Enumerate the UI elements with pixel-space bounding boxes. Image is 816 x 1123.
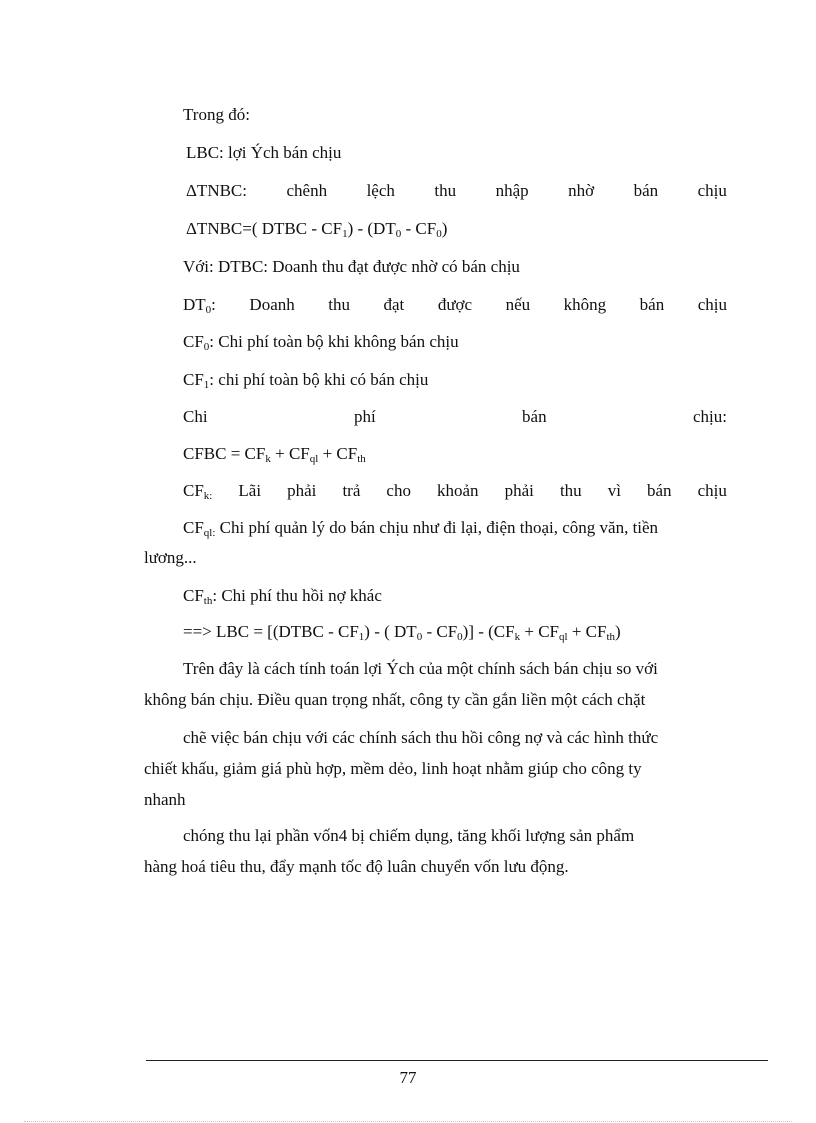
- page-number: 77: [399, 1068, 417, 1087]
- word: Chi: [183, 407, 208, 426]
- word: nhờ: [568, 181, 595, 200]
- text-line: $CF_{th}$: Chi phí thu hồi nợ khác: [183, 586, 382, 607]
- text-line: hàng hoá tiêu thu, đẩy mạnh tốc độ luân chuyển vốn lưu động.: [144, 857, 569, 876]
- text-line: LBC: lợi Ých bán chịu: [186, 143, 342, 162]
- text-line: [183, 294, 727, 316]
- word: đạt: [383, 295, 405, 314]
- word: phải: [504, 481, 534, 500]
- word: chịu: [697, 481, 727, 500]
- word: bán: [639, 295, 665, 314]
- word: thu: [328, 295, 350, 314]
- text-line: nhanh: [144, 790, 186, 809]
- word: bán: [633, 181, 659, 200]
- text-line: $CF_0$: Chi phí toàn bộ khi không bán chịu: [183, 332, 459, 353]
- word: Lãi: [238, 481, 262, 500]
- text-line: [186, 180, 727, 202]
- text-line: Trong đó:: [183, 105, 250, 124]
- word: cho: [386, 481, 411, 500]
- text-line: không bán chịu. Điều quan trọng nhất, công ty cần gắn liền một cách chặt: [144, 690, 646, 709]
- formula-line: CFBC = $CF_k + CF_{ql} + CF_{th}$: [183, 444, 366, 465]
- word: nếu: [505, 295, 531, 314]
- text-line: $CF_1$: chi phí toàn bộ khi có bán chịu: [183, 370, 429, 391]
- text-line: Trên đây là cách tính toán lợi Ých của một chính sách bán chịu so với: [183, 659, 658, 678]
- word: $DT_0$:: [183, 295, 216, 316]
- word: chịu:: [692, 407, 727, 426]
- word: phải: [287, 481, 317, 500]
- word: vì: [607, 481, 621, 500]
- word: chịu: [697, 295, 727, 314]
- text-line: $CF_{ql:}$ Chi phí quản lý do bán chịu như đi lại, điện thoại, công văn, tiền: [183, 518, 659, 539]
- word: không: [563, 295, 607, 314]
- footer-rule: [146, 1060, 768, 1061]
- word: bán: [647, 481, 672, 500]
- text-line: chóng thu lại phần vốn4 bị chiếm dụng, tăng khối lượng sản phẩm: [183, 826, 635, 845]
- word: thu: [559, 481, 582, 500]
- text-line: [183, 406, 727, 428]
- word: nhập: [495, 181, 529, 200]
- word: được: [437, 295, 473, 314]
- word: Doanh: [249, 295, 295, 314]
- text-line: Với: DTBC: Doanh thu đạt được nhờ có bán chịu: [183, 257, 520, 276]
- word: trả: [342, 481, 361, 500]
- word: ΔTNBC:: [186, 181, 247, 200]
- word: $CF_{k:}$: [183, 481, 213, 502]
- word: lệch: [366, 181, 395, 200]
- text-line: lương...: [144, 548, 197, 567]
- page-edge-divider: [24, 1121, 792, 1122]
- word: bán: [522, 407, 547, 426]
- word: chịu: [697, 181, 727, 200]
- word: thu: [434, 181, 457, 200]
- formula-line: ΔTNBC=( DTBC - $CF_1) - (DT_0 - CF_0)$: [186, 219, 448, 240]
- word: chênh: [286, 181, 328, 200]
- word: khoản: [437, 481, 479, 500]
- text-line: [183, 480, 727, 502]
- word: phí: [353, 407, 376, 426]
- text-line: chẽ việc bán chịu với các chính sách thu hồi công nợ và các hình thức: [183, 728, 659, 747]
- text-line: chiết khấu, giảm giá phù hợp, mềm dẻo, linh hoạt nhằm giúp cho công ty: [144, 759, 642, 778]
- formula-line: ==> LBC = [(DTBC - $CF_1$) - ( $DT_0 - CF_0)] - (CF_k + CF_{ql} + CF_{th})$: [183, 622, 621, 643]
